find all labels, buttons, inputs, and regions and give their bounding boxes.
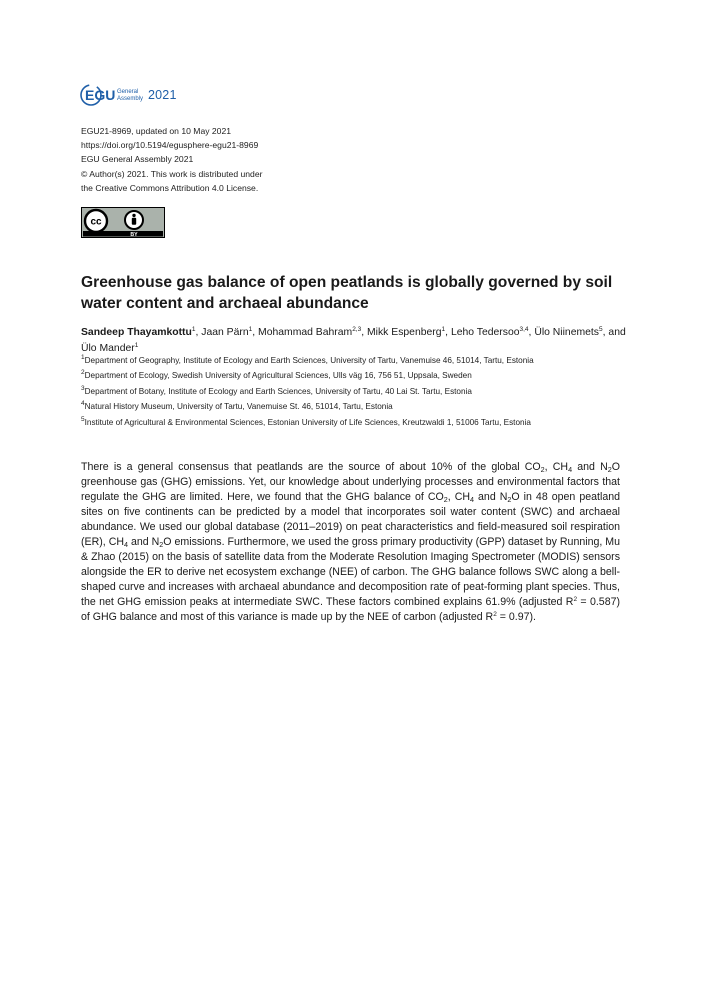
author-affiliation-ref: 2,3 [352, 326, 362, 333]
affiliation-number: 3 [81, 384, 85, 392]
author-name: Ülo Mander [81, 342, 135, 354]
license-line-2: the Creative Commons Attribution 4.0 License. [81, 182, 259, 193]
author-affiliation-ref: 1 [441, 326, 446, 333]
affiliation-number: 1 [81, 354, 85, 361]
author-affiliation-ref: 1 [191, 326, 196, 333]
affiliation [81, 369, 626, 384]
paper-title: Greenhouse gas balance of open peatlands is globally governed by soil water content and archaeal abundance [81, 274, 613, 312]
license-line-1: © Author(s) 2021. This work is distributed under [81, 168, 263, 179]
author-list: Sandeep Thayamkottu$^1$, Jaan Pärn$^1$, Mohammad Bahram$^{2,3}$, Mikk Espenberg$^1$, Leho Tedersoo$^{3,4}$, Ülo Niinemets$^5$, and Ülo Mander$^1$ [81, 326, 626, 354]
affiliation [81, 385, 626, 400]
affiliation-text: Department of Botany, Institute of Ecology and Earth Sciences, University of Tartu, 40 Lai St. Tartu, Estonia [84, 386, 472, 396]
conference-name: EGU General Assembly 2021 [81, 154, 194, 165]
author-affiliation-ref: 1 [134, 341, 139, 349]
author-name: Ülo Niinemets [534, 327, 600, 338]
affiliation-list [81, 354, 626, 431]
author-name: Leho Tedersoo [450, 327, 520, 338]
affiliation-text: Department of Ecology, Swedish University of Agricultural Sciences, Ulls väg 16, 756 51, Uppsala, Sweden [84, 371, 472, 381]
affiliation-text: Department of Geography, Institute of Ecology and Earth Sciences, University of Tartu, Vanemuise 46, 51014, Tartu, Estonia [84, 356, 534, 365]
author-name: Sandeep Thayamkottu [81, 327, 192, 338]
doi-link[interactable]: https://doi.org/10.5194/egusphere-egu21-8969 [81, 140, 259, 151]
author-affiliation-ref: 3,4 [519, 326, 529, 333]
affiliation-number: 5 [81, 415, 85, 423]
affiliation [81, 354, 626, 369]
author-affiliation-ref: 1 [248, 326, 253, 333]
svg-text:BY: BY [130, 232, 138, 238]
svg-text:EGU: EGU [85, 87, 116, 103]
author-name: Jaan Pärn [201, 327, 249, 338]
abstract-id: EGU21-8969, updated on 10 May 2021 [81, 126, 232, 136]
affiliation-number: 2 [81, 369, 85, 377]
meta-info [81, 124, 262, 195]
egu-globe-icon [80, 83, 150, 107]
svg-text:cc: cc [90, 216, 102, 228]
affiliation-text: Institute of Agricultural & Environmental Sciences, Estonian University of Life Sciences, Kreutzwaldi 1, 51006 Tartu, Estonia [84, 417, 531, 427]
cc-by-license-badge[interactable] [81, 207, 165, 238]
logo-year: 2021 [148, 88, 177, 102]
affiliation [81, 416, 626, 431]
author-name: Mikk Espenberg [367, 327, 442, 338]
author-name: Mohammad Bahram [258, 327, 353, 338]
author-affiliation-ref: 5 [599, 326, 603, 333]
svg-text:Assembly: Assembly [117, 96, 144, 102]
affiliation [81, 400, 626, 415]
affiliation-text: Natural History Museum, University of Tartu, Vanemuise St. 46, 51014, Tartu, Estonia [84, 402, 393, 412]
egu-logo [80, 82, 177, 108]
abstract-body: There is a general consensus that peatlands are the source of about 10% of the global $CO_2$, $CH_4$ and $N_2O$ greenhouse gas (GHG) emissions. Yet, our knowledge about underlying processes and environmental factors that regulate the GHG are limited. Here, we found that the GHG balance of $CO_2$, $CH_4$ and $N_2O$ in 48 open peatland sites on five continents can be predicted by a model that incorporates soil water content (SWC) and archaeal abundance. We used our global database (2011–2019) on peat characteristics and field-measured soil respiration (ER), $CH_4$ and $N_2O$ emissions. Furthermore, we used the gross primary productivity (GPP) dataset by Running, Mu & Zhao (2015) on the basis of satellite data from the Moderate Resolution Imaging Spectrometer (MODIS) sensors alongside the ER to derive net ecosystem exchange (NEE) of carbon. The GHG balance follows SWC along a bell-shaped curve and increases with archaeal abundance and decomposition rate of peat-forming plant species. Thus, the net GHG emission peaks at intermediate SWC. These factors combined explains 61.9% (adjusted $R^2 = 0.587$) of GHG balance and most of this variance is made up by the NEE of carbon (adjusted $R^2 = 0.97$). [81, 461, 620, 624]
svg-text:General: General [117, 89, 139, 95]
affiliation-number: 4 [81, 400, 85, 408]
